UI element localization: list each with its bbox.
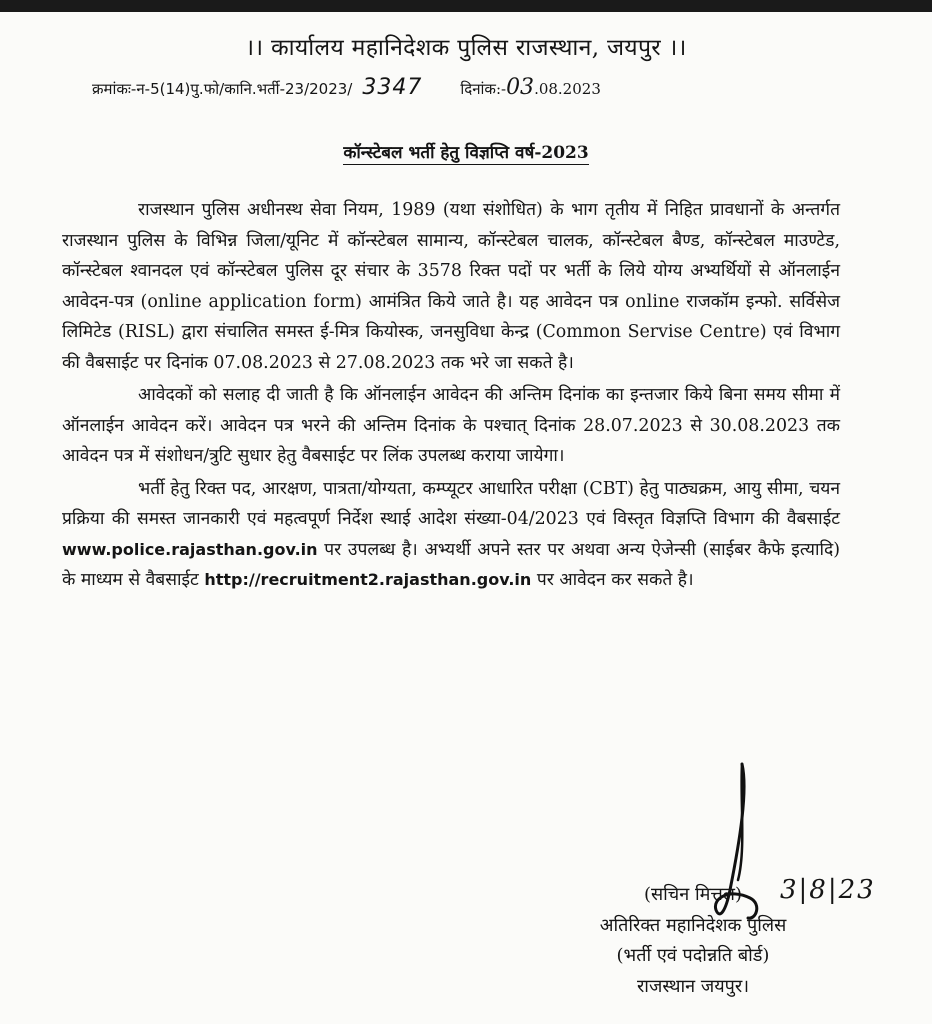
signatory-designation: अतिरिक्त महानिदेशक पुलिस [599,914,787,936]
reference-line [92,75,832,100]
paragraph-3 [62,474,840,596]
subject-text: कॉन्स्टेबल भर्ती हेतु विज्ञप्ति वर्ष-2023 [343,143,589,163]
signatory-name: (सचिन मित्तल) [643,884,743,905]
recruitment-website-link[interactable]: http://recruitment2.rajasthan.gov.in [204,570,532,589]
date-handwritten-day: 03 [506,75,535,100]
paragraph-3-part-1: भर्ती हेतु रिक्त पद, आरक्षण, पात्रता/योग्यता, कम्प्यूटर आधारित परीक्षा (CBT) हेतु पाठ्यक्रम, आयु सीमा, चयन प्रक्रिया की समस्त जानकारी एवं महत्वपूर्ण निर्देश स्थाई आदेश संख्या-04/2023 एवं विस्तृत विज्ञप्ति विभाग की वैबसाईट [62,478,840,529]
date-month-year: .08.2023 [534,80,601,98]
reference-number: क्रमांकः-न-5(14)पु.फो/कानि.भर्ती-23/2023/ [92,80,353,98]
signatory-block [528,880,858,1002]
police-website-link[interactable]: www.police.rajasthan.gov.in [62,539,318,559]
office-title: ।। कार्यालय महानिदेशक पुलिस राजस्थान, जयपुर ।। [245,35,687,61]
signatory-department: (भर्ती एवं पदोन्नति बोर्ड) [616,945,770,966]
notice-subject [0,140,932,163]
paragraph-3-part-3: पर आवेदन कर सकते है। [536,570,694,590]
paragraph-3-part-2: पर उपलब्ध है। अभ्यर्थी अपने स्तर पर अथवा अन्य ऐजेन्सी (साईबर कैफे इत्यादि) के माध्यम से वैबसाईट [62,539,840,590]
signatory-location: राजस्थान जयपुर। [636,975,750,997]
paragraph-2: आवेदकों को सलाह दी जाती है कि ऑनलाईन आवेदन की अन्तिम दिनांक का इन्तजार किये बिना समय सीमा में ऑनलाईन आवेदन करें। आवेदन पत्र भरने की अन्तिम दिनांक के पश्चात् दिनांक 28.07.2023 से 30.08.2023 तक आवेदन पत्र में संशोधन/त्रुटि सुधार हेतु वैबसाईट पर लिंक उपलब्ध कराया जायेगा। [62,385,840,466]
signature-date: 3|8|23 [780,875,876,905]
notice-body [62,195,840,596]
reference-handwritten-number: 3347 [362,75,423,100]
date-label: दिनांक:- [460,80,507,98]
paragraph-1: राजस्थान पुलिस अधीनस्थ सेवा नियम, 1989 (यथा संशोधित) के भाग तृतीय में निहित प्रावधानों के अन्तर्गत राजस्थान पुलिस के विभिन्न जिला/यूनिट में कॉन्स्टेबल सामान्य, कॉन्स्टेबल चालक, कॉन्स्टेबल बैण्ड, कॉन्स्टेबल माउण्टेड, कॉन्स्टेबल श्वानदल एवं कॉन्स्टेबल पुलिस दूर संचार के 3578 रिक्त पदों पर भर्ती के लिये योग्य अभ्यर्थियों से ऑनलाईन आवेदन-पत्र (online application form) आमंत्रित किये जाते है। यह आवेदन पत्र online राजकॉम इन्फो. सर्विसेज लिमिटेड (RISL) द्वारा संचालित समस्त ई-मित्र कियोस्क, जनसुविधा केन्द्र (Common Servise Centre) एवं विभाग की वैबसाईट पर दिनांक 07.08.2023 से 27.08.2023 तक भरे जा सकते है। [62,200,840,373]
top-dark-border [0,0,932,12]
